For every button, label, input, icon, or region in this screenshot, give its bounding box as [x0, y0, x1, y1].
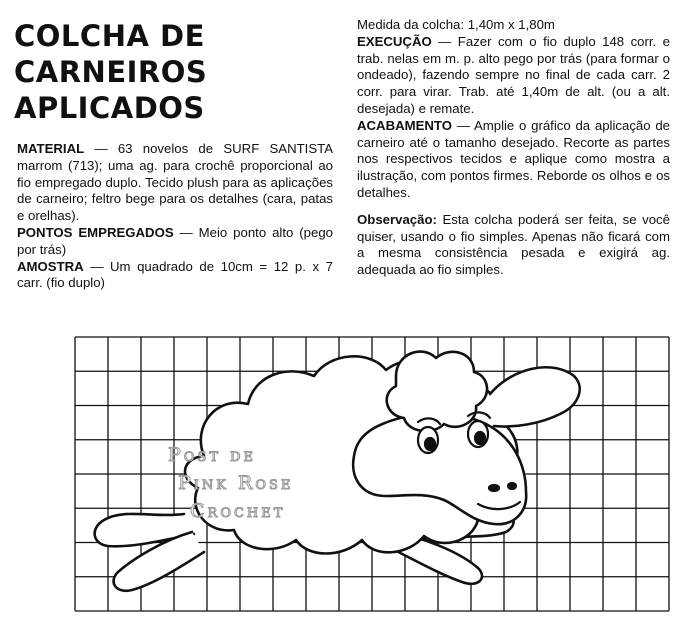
- title-line-1: COLCHA DE: [14, 19, 205, 53]
- pupil-right: [475, 432, 485, 444]
- observacao-paragraph: [357, 212, 670, 279]
- nostril-right: [508, 483, 516, 489]
- sheep-pattern-svg: [74, 336, 670, 612]
- material-text: — 63 novelos de SURF SANTISTA marrom (713); uma ag. para crochê proporcional ao fio empregado duplo. Tecido plush para as aplicações de carneiro; feltro bege para os detalhes (cara, patas e orelhas).: [17, 141, 333, 224]
- left-column: [17, 141, 333, 292]
- observacao-label: Observação:: [357, 211, 437, 227]
- amostra-label: AMOSTRA: [17, 258, 84, 274]
- acabamento-label: ACABAMENTO: [357, 117, 452, 133]
- amostra-text: — Um quadrado de 10cm = 12 p. x 7 carr. (fio duplo): [17, 258, 333, 291]
- execucao-label: EXECUÇÃO: [357, 33, 432, 49]
- pontos-label: PONTOS EMPREGADOS: [17, 224, 174, 240]
- watermark-line-3: Crochet: [190, 500, 286, 522]
- sheep-pattern-chart: [74, 336, 670, 612]
- acabamento-paragraph: [357, 118, 670, 202]
- material-label: MATERIAL: [17, 141, 85, 156]
- sheep-illustration: [95, 352, 580, 591]
- watermark-line-2: Pink Rose: [178, 472, 294, 494]
- nostril-left: [489, 485, 499, 491]
- acabamento-text: — Amplie o gráfico da aplicação de carneiro até o tamanho desejado. Recorte as partes nos respectivos tecidos e aplique como mostra a ilustração, com pontos firmes. Reborde os olhos e os detalhes.: [357, 117, 670, 200]
- pontos-paragraph: [17, 225, 333, 259]
- material-paragraph: [17, 141, 333, 225]
- right-column: [357, 17, 670, 279]
- title-line-2: CARNEIROS: [14, 55, 208, 89]
- watermark-line-1: Post de: [168, 444, 256, 466]
- pupil-left: [425, 438, 435, 450]
- medida-paragraph: Medida da colcha: 1,40m x 1,80m: [357, 17, 555, 32]
- title-line-3: APLICADOS: [14, 91, 205, 125]
- amostra-paragraph: [17, 259, 333, 293]
- page-title: [14, 18, 304, 126]
- execucao-paragraph: [357, 34, 670, 118]
- pontos-text: — Meio ponto alto (pego por trás): [17, 224, 333, 257]
- observacao-text: Esta colcha poderá ser feita, se você quiser, usando o fio simples. Apenas não ficará com a mesma consistência pesada e exigirá ag. adequada ao fio simples.: [357, 211, 670, 278]
- execucao-text: — Fazer com o fio duplo 148 corr. e trab. nelas em m. p. alto pego por trás (para formar o ondeado), fazendo sempre no final de cada carr. 2 corr. para virar. Trab. até 1,40m de alt. (ou a alt. desejada) e remate.: [357, 33, 670, 116]
